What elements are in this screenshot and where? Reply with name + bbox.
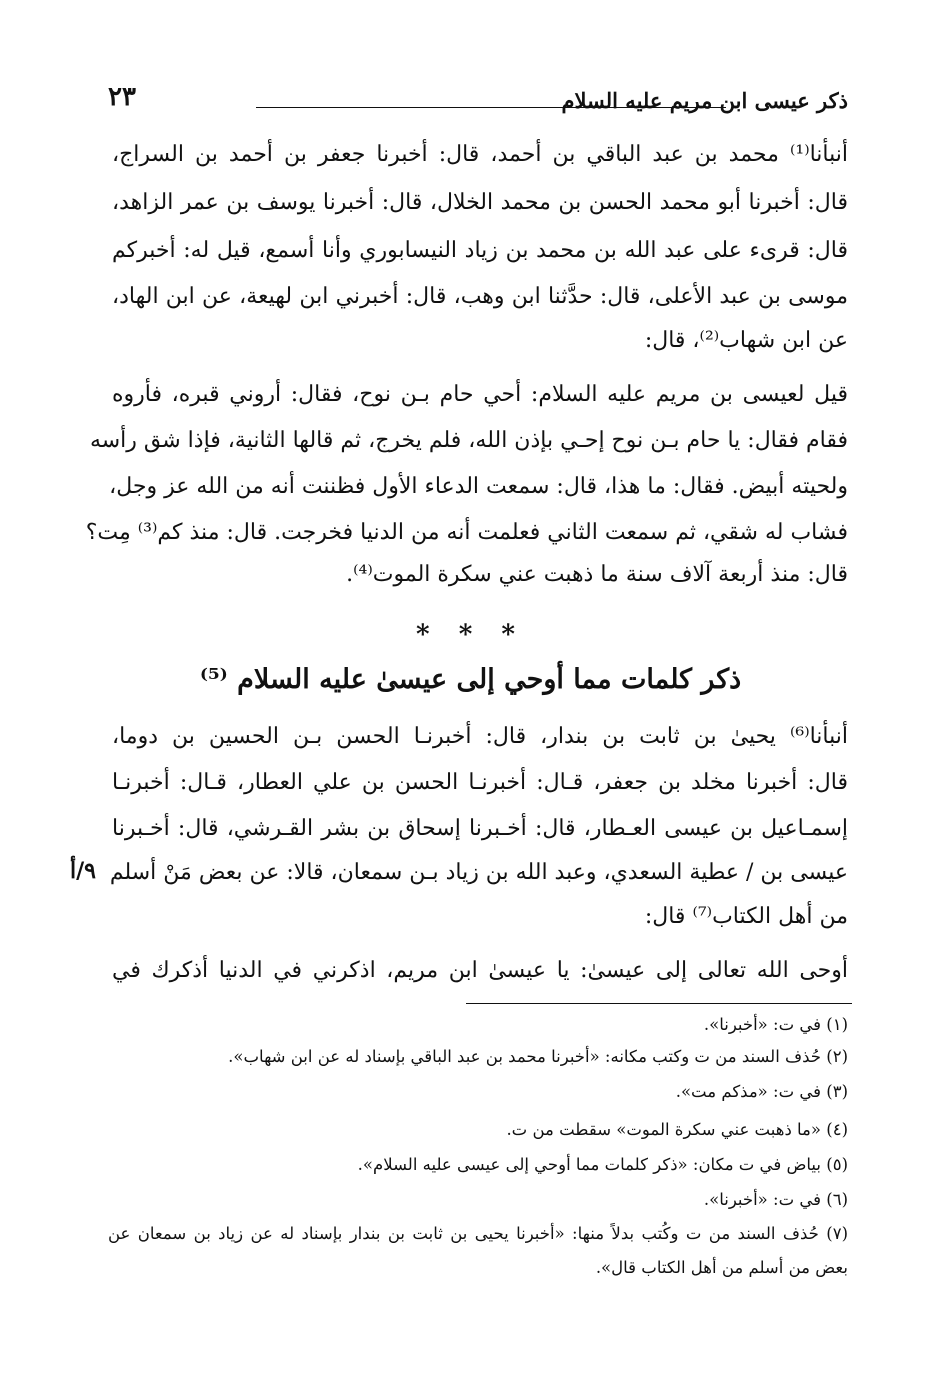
para3-line-3: إسمـاعيل بن عيسى العـطار، قال: أخـبرنا إسحاق بن بشر القـرشي، قال: أخـبرنا: [112, 816, 848, 841]
footnote-5: (٥) بياض في ت مكان: «ذكر كلمات مما أوحي إلى عيسى عليه السلام».: [357, 1155, 848, 1174]
section-separator: * * *: [416, 620, 525, 650]
footnote-7-line-1: (٧) حُذف السند من ت وكُتب بدلاً منها: «أخبرنا يحيى بن ثابت بن بندار بإسناد له عن زياد بن سمعان عن: [108, 1224, 848, 1243]
para3-line-1: أنبأنا⁽⁶⁾ يحيىٰ بن ثابت بن بندار، قال: أخبرنـا الحسن بـن الحسين بن دوما،: [112, 724, 848, 749]
section-heading: ذكر كلمات مما أوحي إلى عيسىٰ عليه السلام ⁽⁵⁾: [199, 664, 742, 695]
para3-line-4: عيسى بن / عطية السعدي، وعبد الله بن زياد بـن سمعان، قالا: عن بعض مَنْ أسلم: [109, 860, 848, 885]
folio-margin-note: ٩/أ: [70, 858, 96, 884]
footnote-1: (١) في ت: «أخبرنا».: [703, 1015, 848, 1034]
para2-line-5: قال: منذ أربعة آلاف سنة ما ذهبت عني سكرة الموت⁽⁴⁾.: [346, 562, 848, 587]
para2-line-1: قيل لعيسى بن مريم عليه السلام: أحي حام بـن نوح، فقال: أروني قبره، فأروه: [112, 382, 848, 407]
footnote-4: (٤) «ما ذهبت عني سكرة الموت» سقطت من ت.: [506, 1120, 848, 1139]
footnote-6: (٦) في ت: «أخبرنا».: [703, 1190, 848, 1209]
para3-line-5: من أهل الكتاب⁽⁷⁾ قال:: [644, 904, 848, 929]
para1-line-2: قال: أخبرنا أبو محمد الحسن بن محمد الخلال، قال: أخبرنا يوسف بن عمر الزاهد،: [112, 190, 848, 215]
footnote-rule: [466, 1003, 852, 1004]
para2-line-2: فقام فقال: يا حام بـن نوح إحـي بإذن الله، فلم يخرج، ثم قالها الثانية، فإذا شق رأسه: [89, 428, 848, 453]
para1-line-3: قال: قرىء على عبد الله بن محمد بن زياد النيسابوري وأنا أسمع، قيل له: أخبركم: [112, 238, 848, 263]
para2-line-3: ولحيته أبيض. فقال: ما هذا، قال: سمعت الدعاء الأول فظننت أنه من الله عز وجل،: [109, 474, 848, 499]
para1-line-5: عن ابن شهاب⁽²⁾، قال:: [644, 328, 848, 353]
footnote-2: (٢) حُذف السند من ت وكتب مكانه: «أخبرنا محمد بن عبد الباقي بإسناد له عن ابن شهاب».: [228, 1047, 848, 1066]
running-header: [108, 80, 848, 124]
para4-line-1: أوحى الله تعالى إلى عيسىٰ: يا عيسىٰ ابن مريم، اذكرني في الدنيا أذكرك في: [112, 958, 848, 983]
footnote-3: (٣) في ت: «مذكم مت».: [675, 1082, 848, 1101]
para1-line-1: أنبأنا⁽¹⁾ محمد بن عبد الباقي بن أحمد، قال: أخبرنا جعفر بن أحمد بن السراج،: [112, 142, 848, 167]
para1-line-4: موسى بن عبد الأعلى، قال: حدَّثنا ابن وهب، قال: أخبرني ابن لهيعة، عن ابن الهاد،: [112, 284, 848, 309]
footnote-7-line-2: بعض من أسلم من أهل الكتاب قال».: [595, 1258, 848, 1277]
header-title: ذكر عيسى ابن مريم عليه السلام: [561, 88, 848, 113]
page-number: ٢٣: [108, 82, 136, 112]
para2-line-4: فشاب له شقي، ثم سمعت الثاني فعلمت أنه من الدنيا فخرجت. قال: منذ كم⁽³⁾ مِت؟: [85, 520, 848, 545]
para3-line-2: قال: أخبرنا مخلد بن جعفر، قـال: أخبرنـا الحسن بن علي العطار، قـال: أخبرنـا: [112, 770, 848, 795]
